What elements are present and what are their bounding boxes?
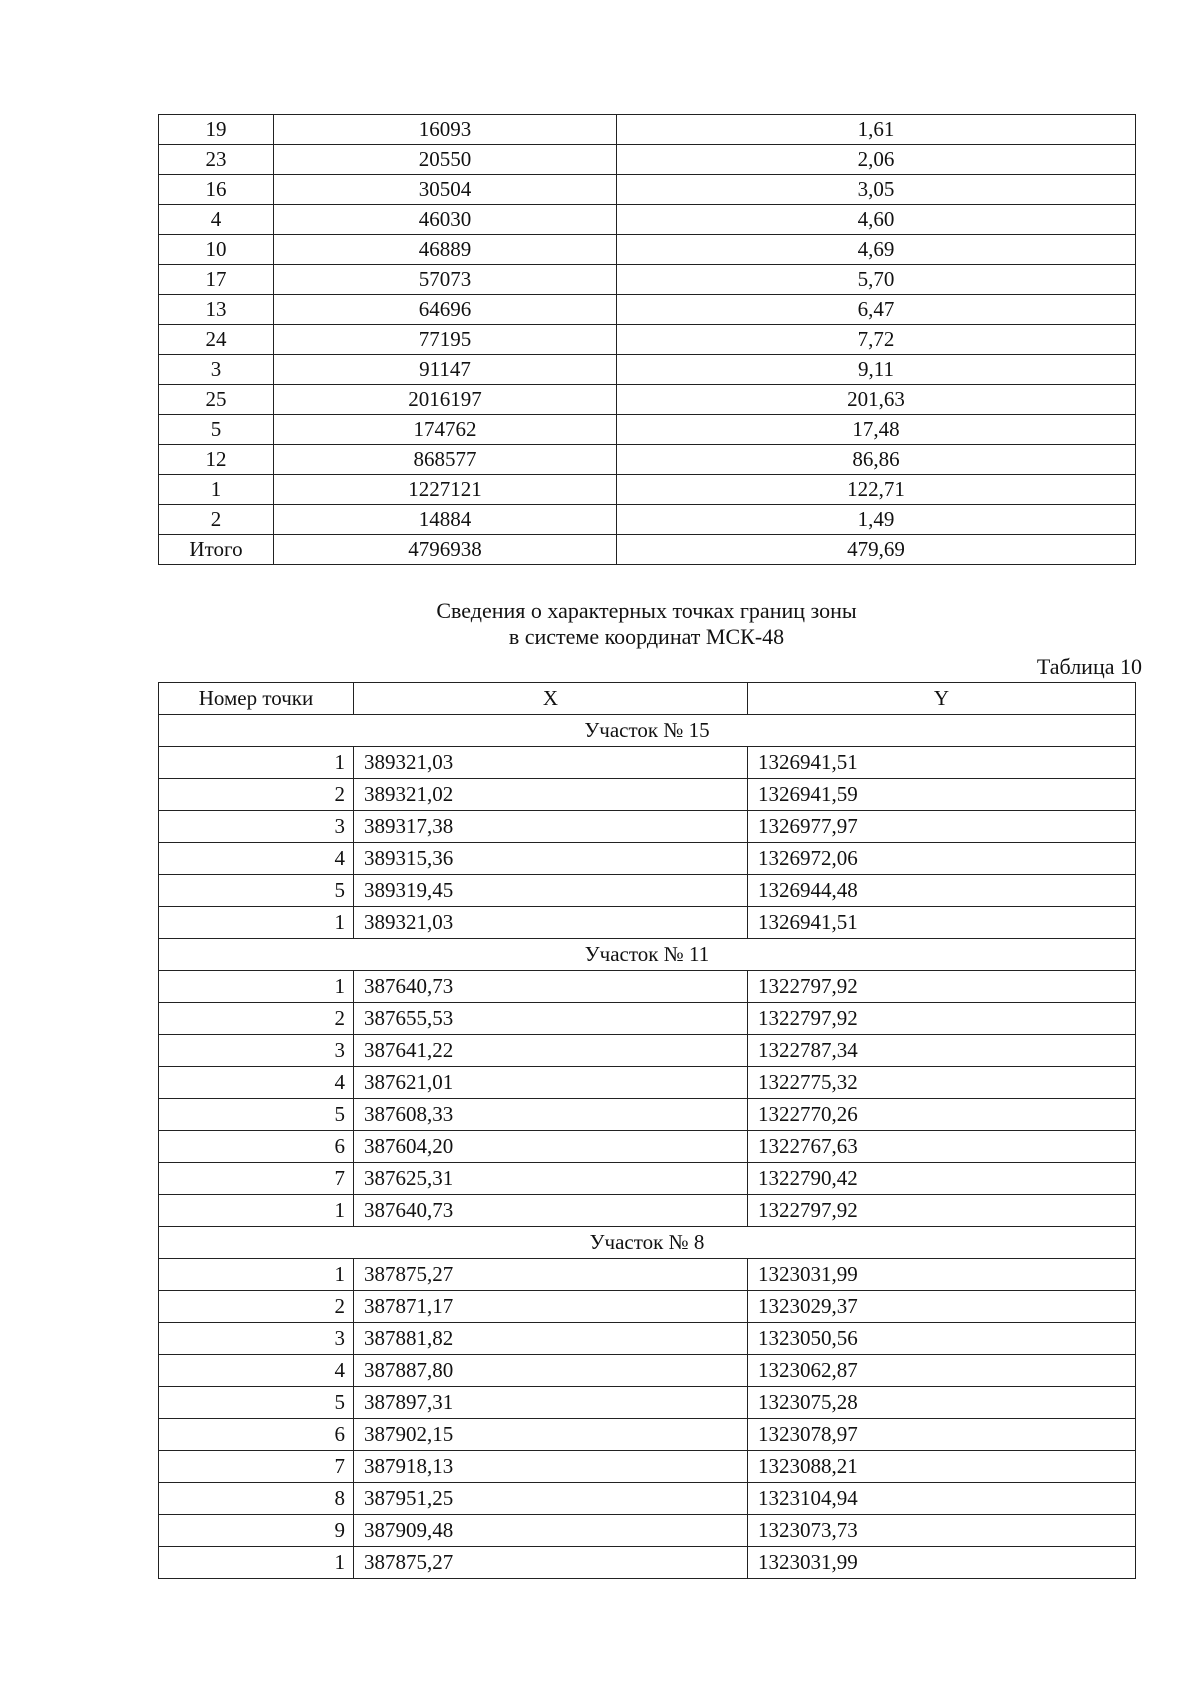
area-number-cell: 3 [159, 355, 274, 385]
table-row [159, 811, 1136, 843]
total-sqm-cell: 4796938 [274, 535, 617, 565]
table-row [159, 355, 1136, 385]
area-sqm-cell: 1227121 [274, 475, 617, 505]
section-title: Участок № 15 [159, 715, 1136, 747]
x-coordinate-cell: 387951,25 [354, 1483, 748, 1515]
point-number-cell: 5 [159, 875, 354, 907]
area-sqm-cell: 30504 [274, 175, 617, 205]
table-row [159, 1131, 1136, 1163]
area-ha-cell: 201,63 [617, 385, 1136, 415]
area-number-cell: 4 [159, 205, 274, 235]
x-coordinate-cell: 387640,73 [354, 971, 748, 1003]
table-row [159, 1003, 1136, 1035]
caption-line-2: в системе координат МСК-48 [508, 624, 785, 649]
point-number-cell: 7 [159, 1451, 354, 1483]
area-number-cell: 1 [159, 475, 274, 505]
x-coordinate-cell: 387604,20 [354, 1131, 748, 1163]
point-number-cell: 1 [159, 971, 354, 1003]
x-coordinate-cell: 387871,17 [354, 1291, 748, 1323]
table-row [159, 415, 1136, 445]
caption-line-1: Сведения о характерных точках границ зоны [436, 598, 857, 623]
point-number-cell: 1 [159, 1259, 354, 1291]
x-coordinate-cell: 387902,15 [354, 1419, 748, 1451]
area-ha-cell: 122,71 [617, 475, 1136, 505]
y-coordinate-cell: 1322787,34 [748, 1035, 1136, 1067]
point-number-cell: 2 [159, 1291, 354, 1323]
table-row [159, 1483, 1136, 1515]
point-number-cell: 6 [159, 1419, 354, 1451]
table-row [159, 205, 1136, 235]
table-row [159, 843, 1136, 875]
header-x: X [354, 683, 748, 715]
y-coordinate-cell: 1323075,28 [748, 1387, 1136, 1419]
y-coordinate-cell: 1323031,99 [748, 1259, 1136, 1291]
y-coordinate-cell: 1322797,92 [748, 1003, 1136, 1035]
table-row [159, 1419, 1136, 1451]
point-number-cell: 2 [159, 1003, 354, 1035]
y-coordinate-cell: 1322797,92 [748, 971, 1136, 1003]
table-row [159, 907, 1136, 939]
y-coordinate-cell: 1326972,06 [748, 843, 1136, 875]
area-table [158, 114, 1136, 565]
point-number-cell: 5 [159, 1387, 354, 1419]
table-row [159, 1067, 1136, 1099]
x-coordinate-cell: 389319,45 [354, 875, 748, 907]
section-title: Участок № 11 [159, 939, 1136, 971]
area-sqm-cell: 57073 [274, 265, 617, 295]
section-row [159, 939, 1136, 971]
total-ha-cell: 479,69 [617, 535, 1136, 565]
total-row [159, 535, 1136, 565]
header-y: Y [748, 683, 1136, 715]
table-row [159, 1291, 1136, 1323]
y-coordinate-cell: 1323062,87 [748, 1355, 1136, 1387]
y-coordinate-cell: 1323073,73 [748, 1515, 1136, 1547]
area-ha-cell: 86,86 [617, 445, 1136, 475]
table-row [159, 971, 1136, 1003]
y-coordinate-cell: 1326941,59 [748, 779, 1136, 811]
x-coordinate-cell: 387909,48 [354, 1515, 748, 1547]
area-ha-cell: 17,48 [617, 415, 1136, 445]
table-number-label: Таблица 10 [1036, 654, 1142, 679]
area-number-cell: 5 [159, 415, 274, 445]
table-row [159, 385, 1136, 415]
area-sqm-cell: 14884 [274, 505, 617, 535]
area-ha-cell: 5,70 [617, 265, 1136, 295]
area-number-cell: 23 [159, 145, 274, 175]
total-label-cell: Итого [159, 535, 274, 565]
table-row [159, 505, 1136, 535]
y-coordinate-cell: 1323050,56 [748, 1323, 1136, 1355]
area-number-cell: 16 [159, 175, 274, 205]
area-sqm-cell: 16093 [274, 115, 617, 145]
area-number-cell: 2 [159, 505, 274, 535]
area-ha-cell: 9,11 [617, 355, 1136, 385]
point-number-cell: 5 [159, 1099, 354, 1131]
y-coordinate-cell: 1326941,51 [748, 747, 1136, 779]
table-row [159, 1259, 1136, 1291]
area-number-cell: 25 [159, 385, 274, 415]
coordinates-table [158, 682, 1136, 1579]
table-row [159, 1451, 1136, 1483]
table-header-row [159, 683, 1136, 715]
area-table-body [159, 115, 1136, 565]
area-number-cell: 12 [159, 445, 274, 475]
x-coordinate-cell: 389321,03 [354, 907, 748, 939]
x-coordinate-cell: 387640,73 [354, 1195, 748, 1227]
area-number-cell: 10 [159, 235, 274, 265]
area-ha-cell: 4,69 [617, 235, 1136, 265]
y-coordinate-cell: 1322797,92 [748, 1195, 1136, 1227]
x-coordinate-cell: 387875,27 [354, 1547, 748, 1579]
section-title: Участок № 8 [159, 1227, 1136, 1259]
x-coordinate-cell: 389321,03 [354, 747, 748, 779]
area-ha-cell: 2,06 [617, 145, 1136, 175]
y-coordinate-cell: 1323088,21 [748, 1451, 1136, 1483]
x-coordinate-cell: 387655,53 [354, 1003, 748, 1035]
table-row [159, 1515, 1136, 1547]
table-row [159, 295, 1136, 325]
table-row [159, 265, 1136, 295]
area-number-cell: 19 [159, 115, 274, 145]
table-row [159, 1547, 1136, 1579]
table-row [159, 1163, 1136, 1195]
point-number-cell: 2 [159, 779, 354, 811]
point-number-cell: 4 [159, 843, 354, 875]
y-coordinate-cell: 1323029,37 [748, 1291, 1136, 1323]
table-row [159, 1035, 1136, 1067]
x-coordinate-cell: 387918,13 [354, 1451, 748, 1483]
table-row [159, 747, 1136, 779]
area-sqm-cell: 64696 [274, 295, 617, 325]
area-sqm-cell: 20550 [274, 145, 617, 175]
x-coordinate-cell: 387608,33 [354, 1099, 748, 1131]
table-row [159, 1387, 1136, 1419]
area-ha-cell: 7,72 [617, 325, 1136, 355]
table-row [159, 445, 1136, 475]
point-number-cell: 3 [159, 1323, 354, 1355]
area-sqm-cell: 46889 [274, 235, 617, 265]
point-number-cell: 1 [159, 907, 354, 939]
table-row [159, 1323, 1136, 1355]
table-row [159, 235, 1136, 265]
x-coordinate-cell: 387875,27 [354, 1259, 748, 1291]
table-row [159, 325, 1136, 355]
coordinates-table-body [159, 683, 1136, 1579]
x-coordinate-cell: 387881,82 [354, 1323, 748, 1355]
area-number-cell: 24 [159, 325, 274, 355]
table-row [159, 115, 1136, 145]
x-coordinate-cell: 389315,36 [354, 843, 748, 875]
point-number-cell: 8 [159, 1483, 354, 1515]
table-row [159, 1355, 1136, 1387]
point-number-cell: 4 [159, 1355, 354, 1387]
x-coordinate-cell: 387625,31 [354, 1163, 748, 1195]
point-number-cell: 3 [159, 811, 354, 843]
area-sqm-cell: 174762 [274, 415, 617, 445]
area-ha-cell: 1,49 [617, 505, 1136, 535]
area-number-cell: 13 [159, 295, 274, 325]
area-ha-cell: 1,61 [617, 115, 1136, 145]
area-sqm-cell: 868577 [274, 445, 617, 475]
x-coordinate-cell: 387887,80 [354, 1355, 748, 1387]
point-number-cell: 4 [159, 1067, 354, 1099]
area-sqm-cell: 77195 [274, 325, 617, 355]
y-coordinate-cell: 1322767,63 [748, 1131, 1136, 1163]
point-number-cell: 9 [159, 1515, 354, 1547]
x-coordinate-cell: 387897,31 [354, 1387, 748, 1419]
section-row [159, 1227, 1136, 1259]
point-number-cell: 1 [159, 747, 354, 779]
x-coordinate-cell: 387621,01 [354, 1067, 748, 1099]
area-sqm-cell: 91147 [274, 355, 617, 385]
area-ha-cell: 3,05 [617, 175, 1136, 205]
table-row [159, 145, 1136, 175]
y-coordinate-cell: 1322790,42 [748, 1163, 1136, 1195]
x-coordinate-cell: 389321,02 [354, 779, 748, 811]
y-coordinate-cell: 1326941,51 [748, 907, 1136, 939]
y-coordinate-cell: 1322770,26 [748, 1099, 1136, 1131]
section-row [159, 715, 1136, 747]
area-sqm-cell: 2016197 [274, 385, 617, 415]
area-ha-cell: 6,47 [617, 295, 1136, 325]
y-coordinate-cell: 1323104,94 [748, 1483, 1136, 1515]
table-row [159, 1195, 1136, 1227]
x-coordinate-cell: 389317,38 [354, 811, 748, 843]
point-number-cell: 7 [159, 1163, 354, 1195]
table-row [159, 875, 1136, 907]
area-ha-cell: 4,60 [617, 205, 1136, 235]
header-point-number: Номер точки [159, 683, 354, 715]
y-coordinate-cell: 1322775,32 [748, 1067, 1136, 1099]
y-coordinate-cell: 1323078,97 [748, 1419, 1136, 1451]
table-row [159, 779, 1136, 811]
area-sqm-cell: 46030 [274, 205, 617, 235]
table-row [159, 1099, 1136, 1131]
y-coordinate-cell: 1326944,48 [748, 875, 1136, 907]
area-number-cell: 17 [159, 265, 274, 295]
table-row [159, 475, 1136, 505]
point-number-cell: 3 [159, 1035, 354, 1067]
x-coordinate-cell: 387641,22 [354, 1035, 748, 1067]
y-coordinate-cell: 1323031,99 [748, 1547, 1136, 1579]
table-row [159, 175, 1136, 205]
point-number-cell: 1 [159, 1195, 354, 1227]
y-coordinate-cell: 1326977,97 [748, 811, 1136, 843]
point-number-cell: 1 [159, 1547, 354, 1579]
point-number-cell: 6 [159, 1131, 354, 1163]
